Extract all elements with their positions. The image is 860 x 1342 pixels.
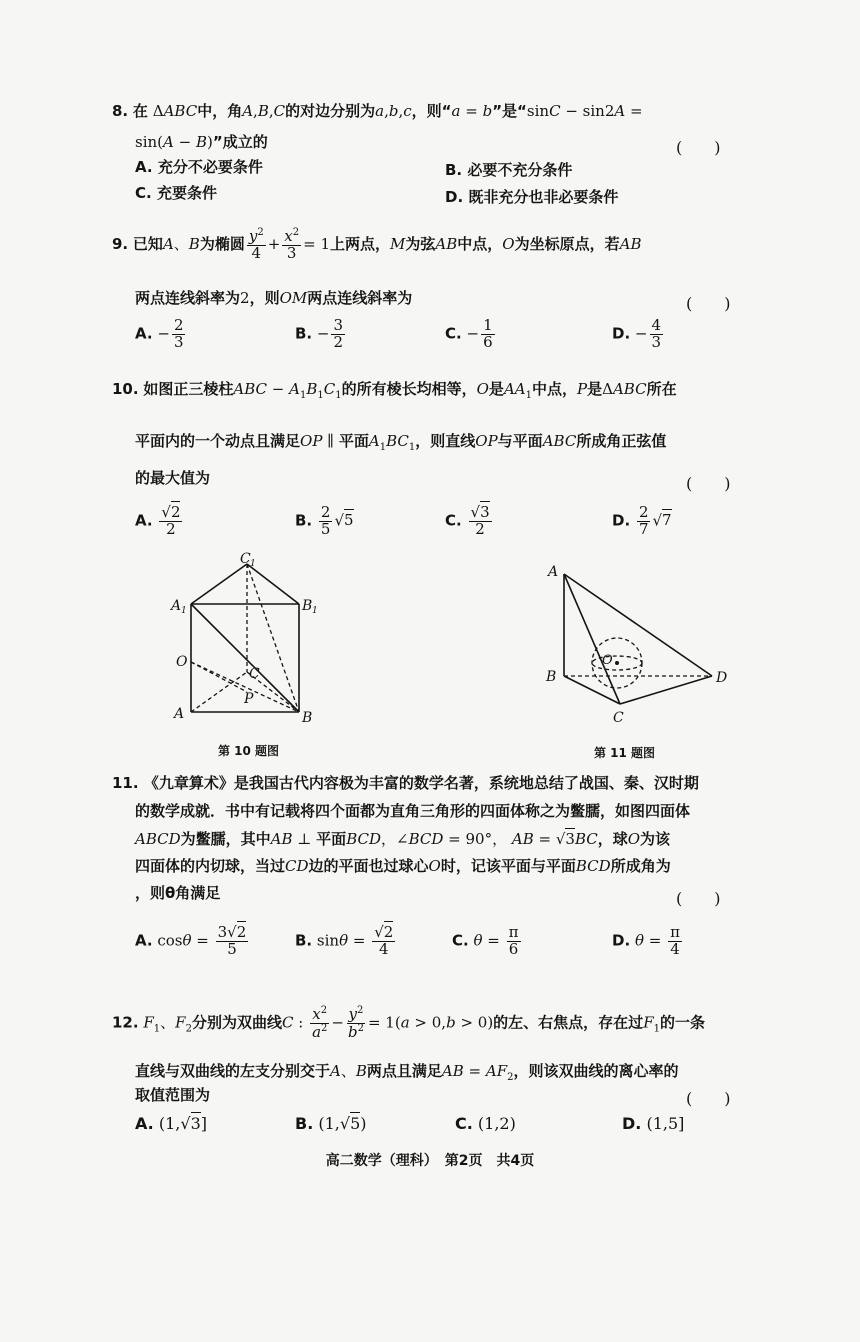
svg-text:A: A (548, 564, 559, 580)
q9-option-c: C. − $\frac{1}{6}$ (445, 316, 493, 351)
svg-text:O: O (602, 653, 613, 668)
svg-text:B: B (302, 598, 313, 614)
q11-answer-paren: ( ) (676, 889, 721, 908)
q11-line1: 11. 《九章算术》是我国古代内容极为丰富的数学名著，系统地总结了战国、秦、汉时期 (112, 774, 699, 792)
q8-option-d: D. 既非充分也非必要条件 (445, 188, 619, 206)
q10-line2: 平面内的一个动点且满足OP ∥ 平面$A_1BC_1$，则直线OP与平面ABC所成角正弦值 (135, 432, 667, 453)
q11-tetrahedron-figure (540, 560, 740, 745)
svg-text:C: C (240, 552, 251, 567)
q12-option-b: B. (1,√5) (295, 1114, 367, 1133)
q10-line3: 的最大值为 (135, 469, 211, 487)
q9-answer-paren: ( ) (686, 294, 731, 313)
q11-option-a: A. cosθ = $\frac{3√2}{5}$ (135, 923, 247, 958)
q12-option-a: A. (1,√3] (135, 1114, 207, 1133)
page-footer: 高二数学（理科） 第2页 共4页 (325, 1153, 535, 1169)
q11-option-d: D. θ = $\frac{\pi}{4}$ (612, 923, 680, 958)
svg-text:P: P (244, 691, 254, 707)
q8-option-c: C. 充要条件 (135, 184, 217, 202)
q9-option-b: B. − $\frac{3}{2}$ (295, 316, 344, 351)
q8-answer-paren: ( ) (676, 138, 721, 157)
q10-option-c: C. $\frac{√3}{2}$ (445, 503, 490, 538)
q8-number: 8. (112, 102, 129, 120)
q9-line2: 两点连线斜率为2，则OM两点连线斜率为 (135, 289, 413, 307)
svg-text:B: B (546, 669, 557, 685)
q8-line1: 8. 在 ΔABC中，角A,B,C的对边分别为a,b,c，则“a = b”是“sinC − sin2A = (112, 102, 643, 120)
svg-text:D: D (716, 670, 728, 686)
svg-text:1: 1 (312, 606, 318, 616)
q9-option-d: D. − $\frac{4}{3}$ (612, 316, 662, 351)
q12-option-c: C. (1,2) (455, 1114, 516, 1133)
q10-option-b: B. $\frac{2}{5}$ √5 (295, 503, 354, 538)
svg-text:A: A (171, 598, 182, 614)
q10-option-d: D. $\frac{2}{7}$ √7 (612, 503, 672, 538)
q10-prism-figure (160, 552, 330, 727)
q11-line4: 四面体的内切球，当过CD边的平面也过球心O时，记该平面与平面BCD所成角为 (135, 857, 671, 875)
q12-line2: 直线与双曲线的左支分别交于A、B两点且满足AB = $AF_2$，则该双曲线的离心率的 (135, 1062, 679, 1083)
q11-option-c: C. θ = $\frac{\pi}{6}$ (452, 923, 519, 958)
q11-option-b: B. sinθ = $\frac{√2}{4}$ (295, 923, 394, 958)
svg-text:B: B (302, 710, 313, 726)
svg-text:C: C (613, 710, 624, 726)
q12-option-d: D. (1,5] (622, 1114, 685, 1133)
q11-line5: ，则θ角满足 (135, 884, 221, 902)
q12-line3: 取值范围为 (135, 1086, 211, 1104)
q8-option-a: A. 充分不必要条件 (135, 158, 263, 176)
svg-text:1: 1 (250, 559, 256, 569)
svg-text:1: 1 (181, 606, 187, 616)
q8-line2: sin(A − B)”成立的 (135, 133, 268, 151)
q9-option-a: A. − $\frac{2}{3}$ (135, 316, 184, 351)
q10-answer-paren: ( ) (686, 474, 731, 493)
svg-text:O: O (176, 654, 188, 670)
q10-line1: 10. 如图正三棱柱ABC − $A_1B_1C_1$的所有棱长均相等，O是$AA_1$中点，P是ΔABC所在 (112, 380, 677, 401)
q12-line1: 12. $F_1$、$F_2$分别为双曲线C : $\frac{x^2}{a^2}$ − $\frac{y^2}{b^2}$ = 1(a > 0,b > 0)的左、右焦点，存在过$F_1$的一条 (112, 1005, 705, 1041)
q10-figure-caption: 第 10 题图 (218, 744, 280, 758)
q11-line2: 的数学成就．书中有记载将四个面都为直角三角形的四面体称之为鳖臑，如图四面体 (135, 802, 691, 820)
q10-option-a: A. $\frac{√2}{2}$ (135, 503, 181, 538)
q11-line3: ABCD为鳖臑，其中AB ⊥ 平面BCD，∠BCD = 90°， AB = √3BC，球O为该 (135, 830, 671, 848)
svg-text:A: A (174, 706, 185, 722)
q8-option-b: B. 必要不充分条件 (445, 161, 573, 179)
q9-line1: 9. 已知A、B为椭圆 $\frac{y^2}{4}$ + $\frac{x^2}{3}$ = 1上两点，M为弦AB中点，O为坐标原点，若AB (112, 227, 642, 262)
svg-text:C: C (249, 666, 260, 682)
q11-figure-caption: 第 11 题图 (594, 746, 656, 760)
q12-answer-paren: ( ) (686, 1089, 731, 1108)
